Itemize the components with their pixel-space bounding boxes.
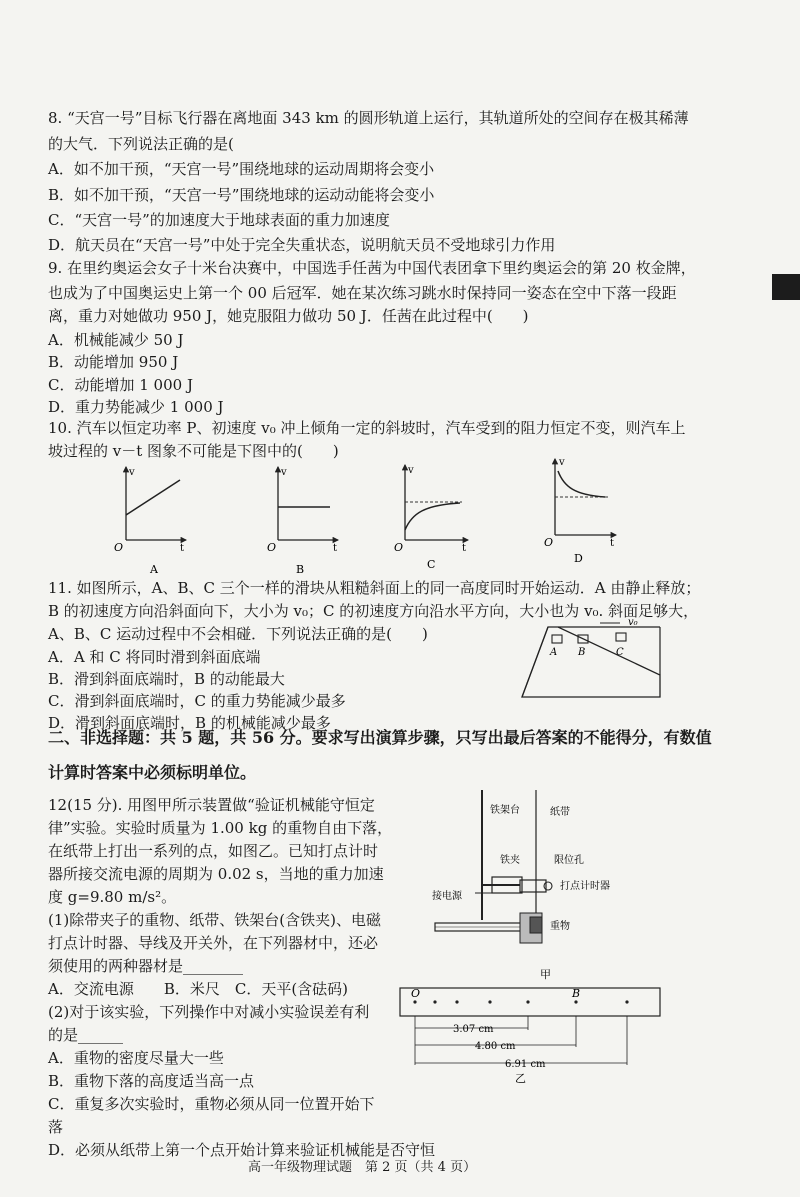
q11-stem-line3: A、B、C 运动过程中不会相碰．下列说法正确的是( ) <box>48 625 428 643</box>
q11-option-b: B．滑到斜面底端时，B 的动能最大 <box>48 670 285 688</box>
block-c-label: C <box>616 647 624 658</box>
q11-stem-line2: B 的初速度方向沿斜面向下，大小为 v₀；C 的初速度方向沿水平方向，大小也为 v₀. 斜面足够大， <box>48 602 699 620</box>
label-power: 接电源 <box>432 891 462 902</box>
graph-c <box>394 465 468 571</box>
tape-distance-3: 6.91 cm <box>505 1059 546 1070</box>
q9-option-b: B．动能增加 950 J <box>48 353 179 371</box>
graph-b-t-label: t <box>333 543 338 554</box>
label-weight: 重物 <box>550 921 570 932</box>
q11-option-c: C．滑到斜面底端时，C 的重力势能减少最多 <box>48 692 346 710</box>
q12-apparatus-figure <box>420 785 650 990</box>
graph-d-t-label: t <box>610 538 615 549</box>
graph-a-caption: A <box>150 563 158 576</box>
graph-b-v-label: v <box>281 467 287 478</box>
graph-d-caption: D <box>574 552 583 565</box>
graph-c-t-label: t <box>462 543 467 554</box>
graph-b <box>267 467 338 576</box>
q9-option-a: A．机械能减少 50 J <box>48 331 184 349</box>
q12-option-b: B．重物下落的高度适当高一点 <box>48 1072 255 1090</box>
q9-option-d: D．重力势能减少 1 000 J <box>48 398 224 416</box>
block-a-label: A <box>550 647 558 658</box>
tape-caption: 乙 <box>515 1072 526 1085</box>
label-limit-hole: 限位孔 <box>554 855 584 866</box>
q12-line-1: 12(15 分). 用图甲所示装置做“验证机械能守恒定 <box>48 796 375 814</box>
graph-d-origin: O <box>544 536 554 549</box>
graph-c-v-label: v <box>408 465 414 476</box>
q8-option-b: B．如不加干预，“天宫一号”围绕地球的运动动能将会变小 <box>48 186 435 204</box>
q11-incline-figure <box>510 615 680 705</box>
q12-option-a: A．重物的密度尽量大一些 <box>48 1049 224 1067</box>
tape-point-o: O <box>411 987 421 1000</box>
q9-stem-line3: 离，重力对她做功 950 J，她克服阻力做功 50 J．任茜在此过程中( ) <box>48 307 529 325</box>
q12-option-c: C．重复多次实验时，重物必须从同一位置开始下 <box>48 1095 375 1113</box>
graph-b-caption: B <box>296 563 305 576</box>
q12-line-6: (1)除带夹子的重物、纸带、铁架台(含铁夹)、电磁 <box>48 911 381 929</box>
q10-stem-line2: 坡过程的 v－t 图象不可能是下图中的( ) <box>48 442 339 460</box>
label-iron-clamp: 铁夹 <box>500 855 520 866</box>
v0-label: v₀ <box>628 617 638 628</box>
q10-stem-line1: 10. 汽车以恒定功率 P、初速度 v₀ 冲上倾角一定的斜坡时，汽车受到的阻力恒定不变，则汽车上 <box>48 419 686 437</box>
graph-c-origin: O <box>394 541 404 554</box>
page-edge-tab <box>772 274 800 300</box>
q11-option-a: A．A 和 C 将同时滑到斜面底端 <box>48 648 261 666</box>
q9-option-c: C．动能增加 1 000 J <box>48 376 193 394</box>
graph-a-v-label: v <box>129 467 135 478</box>
tape-point-b: B <box>572 987 581 1000</box>
q8-stem-line1: 8. “天宫一号”目标飞行器在离地面 343 km 的圆形轨道上运行，其轨道所处的空间存在极其稀薄 <box>48 109 689 127</box>
apparatus-caption: 甲 <box>540 968 551 981</box>
label-paper-tape: 纸带 <box>550 807 570 818</box>
graph-a-t-label: t <box>180 543 185 554</box>
q12-line-4: 器所接交流电源的周期为 0.02 s，当地的重力加速 <box>48 865 384 883</box>
block-b-label: B <box>578 647 586 658</box>
q12-tape-figure <box>395 985 665 1085</box>
q9-stem-line2: 也成为了中国奥运史上第一个 00 后冠军．她在某次练习跳水时保持同一姿态在空中下落一段距 <box>48 284 677 302</box>
q8-option-d: D．航天员在“天宫一号”中处于完全失重状态，说明航天员不受地球引力作用 <box>48 236 556 254</box>
q12-option-c-cont: 落 <box>48 1118 64 1136</box>
q8-option-c: C．“天宫一号”的加速度大于地球表面的重力加速度 <box>48 211 390 229</box>
graph-d-v-label: v <box>559 457 565 468</box>
q12-line-3: 在纸带上打出一系列的点，如图乙。已知打点计时 <box>48 842 379 860</box>
q11-option-d: D．滑到斜面底端时，B 的机械能减少最多 <box>48 714 331 732</box>
section2-heading: 二、非选择题：共 5 题，共 56 分。要求写出演算步骤，只写出最后答案的不能得分，有数值 <box>48 728 712 747</box>
q12-line-11: 的是______ <box>48 1026 124 1044</box>
q11-stem-line1: 11. 如图所示，A、B、C 三个一样的滑块从粗糙斜面上的同一高度同时开始运动．A 由静止释放； <box>48 579 701 597</box>
q12-option-d: D．必须从纸带上第一个点开始计算来验证机械能是否守恒 <box>48 1141 436 1159</box>
label-iron-stand: 铁架台 <box>490 805 520 816</box>
q12-line-10: (2)对于该实验，下列操作中对减小实验误差有利 <box>48 1003 370 1021</box>
tape-distance-1: 3.07 cm <box>453 1024 494 1035</box>
page-footer: 高一年级物理试题 第 2 页（共 4 页） <box>248 1160 477 1175</box>
q12-line-5: 度 g=9.80 m/s²。 <box>48 888 177 906</box>
graph-c-caption: C <box>427 558 436 571</box>
graph-b-origin: O <box>267 541 277 554</box>
q12-line-7: 打点计时器、导线及开关外，在下列器材中，还必 <box>48 934 379 952</box>
graph-a-origin: O <box>114 541 124 554</box>
q12-line-9: A．交流电源 B．米尺 C．天平(含砝码) <box>48 980 349 998</box>
q8-option-a: A．如不加干预，“天宫一号”围绕地球的运动周期将会变小 <box>48 160 435 178</box>
section2-heading-cont: 计算时答案中必须标明单位。 <box>48 763 257 782</box>
graph-d <box>544 457 616 565</box>
q12-line-2: 律”实验。实验时质量为 1.00 kg 的重物自由下落， <box>48 819 393 837</box>
q9-stem-line1: 9. 在里约奥运会女子十米台决赛中，中国选手任茜为中国代表团拿下里约奥运会的第 20 枚金牌， <box>48 259 696 277</box>
q12-line-8: 须使用的两种器材是________ <box>48 957 244 975</box>
graph-a <box>114 467 186 576</box>
label-timer: 打点计时器 <box>560 881 610 892</box>
q8-stem-line2: 的大气．下列说法正确的是( <box>48 135 234 153</box>
q10-graphs <box>0 455 800 580</box>
tape-distance-2: 4.80 cm <box>475 1041 516 1052</box>
